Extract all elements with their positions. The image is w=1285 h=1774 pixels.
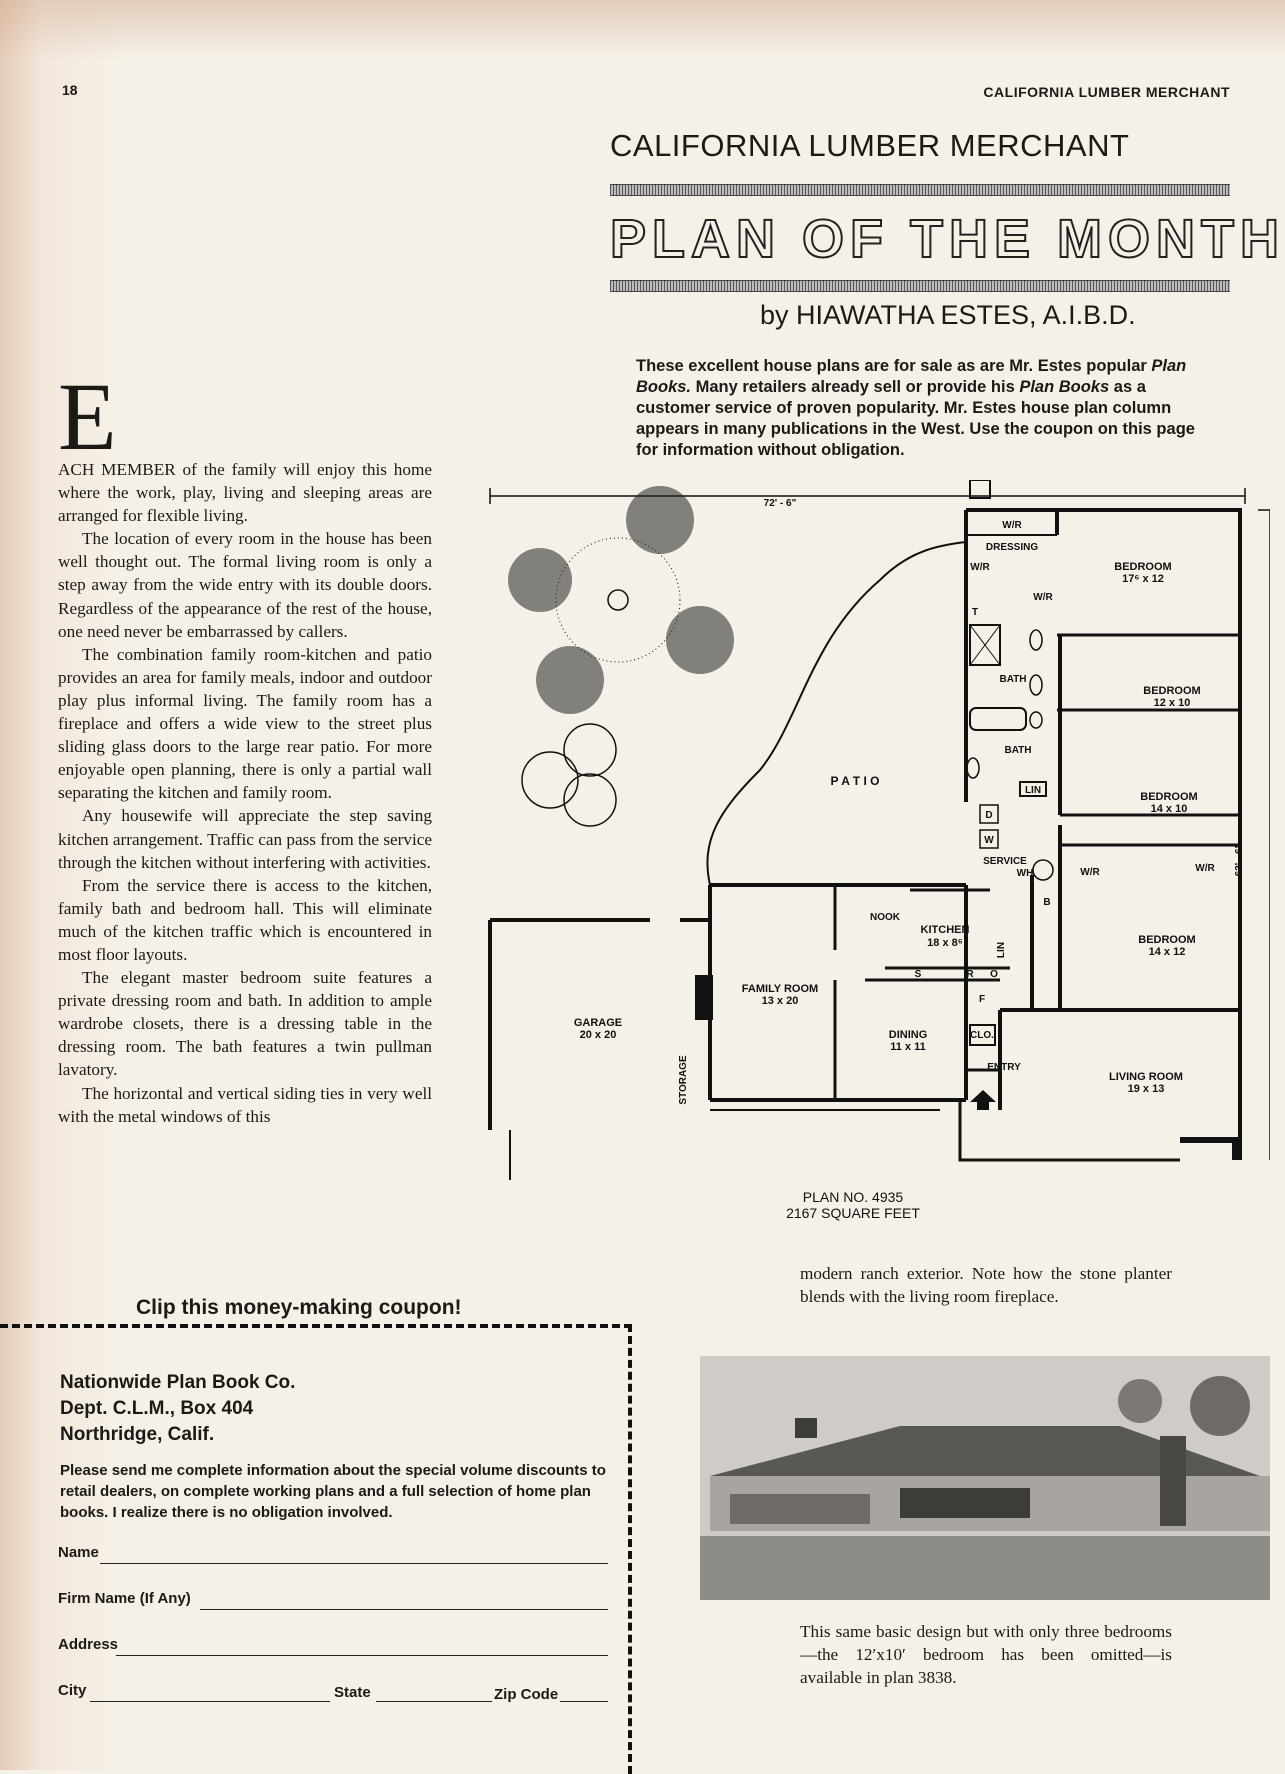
room-storage: STORAGE (678, 1055, 689, 1105)
article-paragraph: The horizontal and vertical siding ties in very well with the metal windows of this (58, 1083, 432, 1126)
plan-label: SERVICE (983, 856, 1027, 867)
field-name-line[interactable] (100, 1562, 608, 1564)
room-size: 14 x 10 (1150, 803, 1188, 815)
page-number: 18 (62, 82, 78, 98)
plan-label: D (985, 810, 993, 821)
room-garage: GARAGE (573, 1017, 623, 1029)
room-size: 19 x 13 (1127, 1083, 1165, 1095)
plan-label: W/R (1033, 592, 1053, 603)
drop-cap: E (58, 363, 117, 470)
plan-label: CLO. (970, 1030, 994, 1041)
room-bedroom: BEDROOM (1143, 685, 1201, 697)
plan-label: DRESSING (985, 542, 1039, 553)
plan-label: WH (1016, 868, 1034, 879)
plan-number: PLAN NO. 4935 (802, 1189, 904, 1205)
plan-area: 2167 SQUARE FEET (786, 1205, 920, 1221)
article-paragraph: The combination family room-kitchen and patio provides an area for family meals, indoor and outdoor play plus informal living. The family room has a fireplace and offers a wide view to the street plus sliding glass doors to the large rear patio. For more enjoyable open planning, there is only a partial wall separating the kitchen and family room. (58, 644, 432, 803)
coupon-headline: Clip this money-making coupon! (136, 1296, 462, 1319)
article-paragraph: E ACH MEMBER of the family will enjoy this home where the work, play, living and sleeping areas are arranged for flexible living. (58, 363, 432, 526)
title-rule-bottom (610, 280, 1230, 292)
room-size: 18 x 8⁶ (927, 937, 963, 949)
field-firm-label: Firm Name (If Any) (58, 1590, 191, 1607)
patio-label: P A T I O (830, 774, 880, 788)
coupon-city: Northridge, Calif. (60, 1424, 215, 1445)
plan-label: ENTRY (987, 1062, 1021, 1073)
room-dining: DINING (888, 1029, 928, 1041)
room-size: 20 x 20 (579, 1029, 617, 1041)
coupon-dept: Dept. C.L.M., Box 404 (60, 1398, 254, 1419)
article-continuation: modern ranch exterior. Note how the stone planter blends with the living room fireplace. (800, 1264, 1172, 1307)
house-rendering (700, 1356, 1270, 1600)
article-paragraph: From the service there is access to the kitchen, family bath and bedroom hall. This will eliminate much of the kitchen traffic which is encountered in most floor layouts. (58, 875, 432, 964)
plan-label: LIN (1024, 785, 1042, 796)
floor-plan (480, 480, 1270, 1260)
room-family: FAMILY ROOM (741, 983, 819, 995)
field-city-label: City (58, 1682, 87, 1699)
room-size: 14 x 12 (1148, 946, 1186, 958)
field-zip-label: Zip Code (494, 1686, 559, 1703)
room-size: 12 x 10 (1153, 697, 1191, 709)
plan-label: W/R (1002, 520, 1022, 531)
plan-label: S (914, 969, 922, 980)
width-dimension: 72' - 6" (763, 498, 797, 509)
room-bedroom: BEDROOM (1114, 561, 1172, 573)
plan-label: W/R (1080, 867, 1100, 878)
photo-caption: This same basic design but with only three bedrooms—the 12′x10′ bedroom has been omitted—is available in plan 3838. (800, 1622, 1172, 1688)
running-head: CALIFORNIA LUMBER MERCHANT (983, 84, 1230, 100)
plan-label: R (966, 969, 974, 980)
plan-label: W/R (1195, 863, 1215, 874)
room-living: LIVING ROOM (1109, 1071, 1183, 1083)
field-state-line[interactable] (376, 1700, 492, 1702)
article-paragraph: The location of every room in the house has been well thought out. The formal living room is only a step away from the wide entry with its double doors. Regardless of the appearance of the rest of the house, one need never be embarrassed by callers. (58, 529, 432, 641)
field-city-line[interactable] (90, 1700, 330, 1702)
plan-label: NOOK (870, 912, 900, 923)
field-name-label: Name (58, 1544, 99, 1561)
coupon-company: Nationwide Plan Book Co. (60, 1372, 296, 1393)
field-state-label: State (334, 1684, 371, 1701)
room-size: 17⁶ x 12 (1122, 573, 1164, 585)
plan-label: W/R (970, 562, 990, 573)
plan-label: T (971, 607, 979, 618)
plan-label: W (984, 835, 994, 846)
depth-dimension: 62' - 6" (1234, 843, 1245, 877)
plan-label: BATH (1004, 745, 1032, 756)
coupon-address-block (60, 1370, 295, 1448)
plan-label: F (978, 994, 986, 1005)
coupon-request: Please send me complete information about the special volume discounts to retail dealers, on complete working plans and a full selection of home plan books. I realize there is no obligation involved. (60, 1462, 606, 1521)
plan-label: O (990, 969, 998, 980)
plan-label: LIN (996, 941, 1007, 959)
article-paragraph: Any housewife will appreciate the step saving kitchen arrangement. Traffic can pass from the service through the kitchen without interfering with activities. (58, 806, 432, 872)
feature-title: PLAN OF THE MONTH (610, 209, 1285, 269)
plan-label: B (1043, 897, 1051, 908)
room-kitchen: KITCHEN (920, 924, 970, 936)
room-bedroom: BEDROOM (1140, 791, 1198, 803)
room-bedroom: BEDROOM (1138, 934, 1196, 946)
byline: by HIAWATHA ESTES, A.I.B.D. (760, 300, 1136, 330)
field-firm-line[interactable] (200, 1608, 608, 1610)
intro-paragraph: These excellent house plans are for sale as are Mr. Estes popular Plan Books. Many retailers already sell or provide his Plan Books as a customer service of proven popularity. Mr. Estes house plan column appears in many publications in the West. Use the coupon on this page for information without obligation. (636, 357, 1195, 459)
room-size: 11 x 11 (890, 1041, 926, 1053)
field-zip-line[interactable] (560, 1700, 608, 1702)
field-address-line[interactable] (116, 1654, 608, 1656)
title-rule-top (610, 184, 1230, 196)
article-paragraph: The elegant master bedroom suite features a private dressing room and bath. In addition to ample wardrobe closets, there is a dressing table in the dressing room. The bath features a twin pullman lavatory. (58, 968, 432, 1080)
room-size: 13 x 20 (761, 995, 799, 1007)
plan-label: BATH (999, 674, 1027, 685)
article-body (58, 363, 432, 1128)
masthead: CALIFORNIA LUMBER MERCHANT (610, 128, 1130, 163)
field-address-label: Address (58, 1636, 119, 1653)
